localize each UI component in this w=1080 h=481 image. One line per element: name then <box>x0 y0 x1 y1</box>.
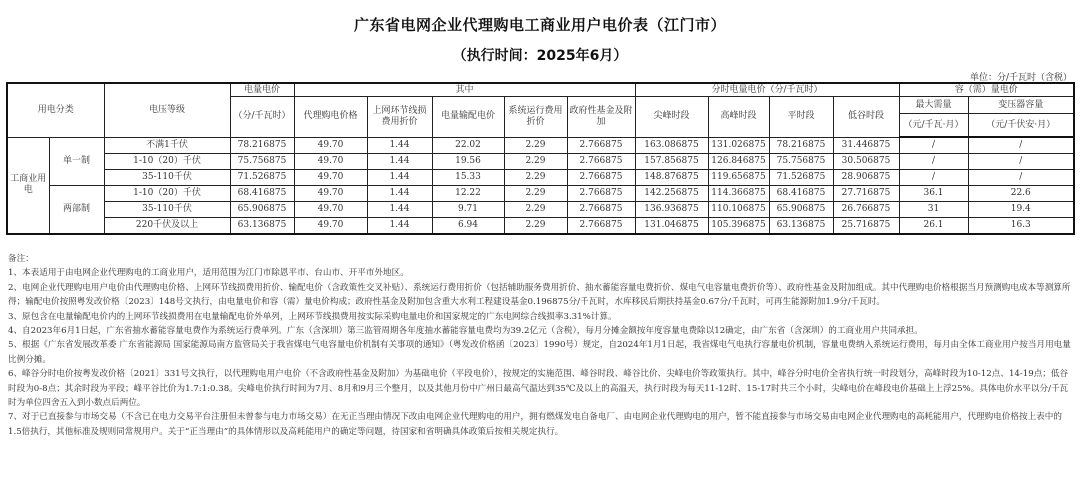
agency-price-cell: 49.70 <box>294 170 367 186</box>
agency-price-cell: 49.70 <box>294 218 367 235</box>
transmission-cell: 6.94 <box>432 218 504 235</box>
flat-cell: 63.136875 <box>769 218 833 235</box>
valley-cell: 27.716875 <box>833 186 899 202</box>
transformer-cell: / <box>968 170 1074 186</box>
header-max-demand-unit: （元/千瓦·月） <box>899 114 968 138</box>
energy-price-cell: 78.216875 <box>230 137 294 154</box>
max-demand-cell: 36.1 <box>899 186 968 202</box>
table-row <box>7 170 1074 186</box>
grid-loss-cell: 1.44 <box>367 170 432 186</box>
valley-cell: 25.716875 <box>833 218 899 235</box>
sharp-peak-cell: 157.856875 <box>635 154 708 170</box>
energy-price-cell: 68.416875 <box>230 186 294 202</box>
transmission-cell: 9.71 <box>432 202 504 218</box>
header-gov-fund: 政府性基金及附加 <box>567 97 635 138</box>
table-row <box>7 154 1074 170</box>
group-label: 单一制 <box>49 137 104 186</box>
header-transmission: 电量输配电价 <box>432 97 504 138</box>
energy-price-cell: 75.756875 <box>230 154 294 170</box>
gov-fund-cell: 2.766875 <box>567 137 635 154</box>
header-transformer: 变压器容量 <box>968 97 1074 114</box>
sharp-peak-cell: 148.876875 <box>635 170 708 186</box>
grid-loss-cell: 1.44 <box>367 202 432 218</box>
note-item: 4、自2023年6月1日起，广东省抽水蓄能容量电费作为系统运行费单列。广东（含深圳）第三监管周期各年度抽水蓄能容量电费均为39.2亿元（含税），每月分摊金额按年度容量电费除以12确定，由广东省（含深圳）的工商业用户共同承担。 <box>8 326 923 337</box>
transmission-cell: 15.33 <box>432 170 504 186</box>
transformer-cell: 16.3 <box>968 218 1074 235</box>
sharp-peak-cell: 131.046875 <box>635 218 708 235</box>
peak-cell: 105.396875 <box>708 218 769 235</box>
gov-fund-cell: 2.766875 <box>567 154 635 170</box>
table-row <box>7 186 1074 202</box>
max-demand-cell: 26.1 <box>899 218 968 235</box>
flat-cell: 71.526875 <box>769 170 833 186</box>
agency-price-cell: 49.70 <box>294 137 367 154</box>
agency-price-cell: 49.70 <box>294 202 367 218</box>
header-category: 用电分类 <box>7 83 104 137</box>
header-agency-price: 代理购电价格 <box>294 97 367 138</box>
sharp-peak-cell: 142.256875 <box>635 186 708 202</box>
note-item: 3、原包含在电量输配电价内的上网环节线损费用在电量输配电价外单列，上网环节线损费用按实际采购电量电价和国家规定的广东电网综合线损率3.31%计算。 <box>8 311 617 322</box>
max-demand-cell: / <box>899 170 968 186</box>
header-energy-price-unit: （分/千瓦时） <box>230 97 294 138</box>
transformer-cell: 22.6 <box>968 186 1074 202</box>
transformer-cell: / <box>968 137 1074 154</box>
header-voltage: 电压等级 <box>104 83 230 137</box>
gov-fund-cell: 2.766875 <box>567 170 635 186</box>
group-label: 两部制 <box>49 186 104 235</box>
peak-cell: 119.656875 <box>708 170 769 186</box>
header-capacity-group: 容（需）量电价 <box>899 83 1074 97</box>
energy-price-cell: 65.906875 <box>230 202 294 218</box>
energy-price-cell: 63.136875 <box>230 218 294 235</box>
note-item: 7、对于已直接参与市场交易（不含已在电力交易平台注册但未曾参与电力市场交易）在无正当理由情况下改由电网企业代理购电的用户，拥有燃煤发电自备电厂、由电网企业代理购电的用户，暂不能直接参与市场交易由电网企业代理购电的高耗能用户，代理购电价格按上表中的1.5倍执行，其他标准及规则同常规用户。关于“正当理由”的具体情形以及高耗能用户的确定等问题，待国家和省明确具体政策后按相关规定执行。 <box>8 412 1062 437</box>
max-demand-cell: / <box>899 137 968 154</box>
header-sharp-peak: 尖峰时段 <box>635 97 708 138</box>
system-cost-cell: 2.29 <box>504 202 567 218</box>
table-row <box>7 218 1074 235</box>
transmission-cell: 12.22 <box>432 186 504 202</box>
sharp-peak-cell: 163.086875 <box>635 137 708 154</box>
category-cell: 工商业用电 <box>7 137 49 234</box>
system-cost-cell: 2.29 <box>504 186 567 202</box>
header-transformer-unit: （元/千伏安·月） <box>968 114 1074 138</box>
grid-loss-cell: 1.44 <box>367 186 432 202</box>
voltage-cell: 1-10（20）千伏 <box>104 186 230 202</box>
flat-cell: 65.906875 <box>769 202 833 218</box>
peak-cell: 131.026875 <box>708 137 769 154</box>
agency-price-cell: 49.70 <box>294 154 367 170</box>
sharp-peak-cell: 136.936875 <box>635 202 708 218</box>
energy-price-cell: 71.526875 <box>230 170 294 186</box>
flat-cell: 75.756875 <box>769 154 833 170</box>
voltage-cell: 1-10（20）千伏 <box>104 154 230 170</box>
max-demand-cell: 31 <box>899 202 968 218</box>
peak-cell: 126.846875 <box>708 154 769 170</box>
header-grid-loss: 上网环节线损费用折价 <box>367 97 432 138</box>
grid-loss-cell: 1.44 <box>367 218 432 235</box>
header-peak: 高峰时段 <box>708 97 769 138</box>
system-cost-cell: 2.29 <box>504 170 567 186</box>
system-cost-cell: 2.29 <box>504 137 567 154</box>
effective-date: （执行时间：2025年6月） <box>452 48 628 64</box>
voltage-cell: 35-110千伏 <box>104 170 230 186</box>
grid-loss-cell: 1.44 <box>367 154 432 170</box>
valley-cell: 30.506875 <box>833 154 899 170</box>
flat-cell: 78.216875 <box>769 137 833 154</box>
unit-label: 单位：分/千瓦时（含税） <box>969 73 1072 83</box>
note-item: 5、根据《广东省发展改革委 广东省能源局 国家能源局南方监管局关于我省煤电气电容量电价机制有关事项的通知》（粤发改价格函〔2023〕1990号）规定，自2024年1月1日起，我省煤电气电执行容量电价机制，容量电费纳入系统运行费用，每月由全体工商业用户按当月用电量比例分摊。 <box>8 340 1071 365</box>
transmission-cell: 22.02 <box>432 137 504 154</box>
grid-loss-cell: 1.44 <box>367 137 432 154</box>
gov-fund-cell: 2.766875 <box>567 186 635 202</box>
voltage-cell: 220千伏及以上 <box>104 218 230 235</box>
valley-cell: 26.766875 <box>833 202 899 218</box>
voltage-cell: 35-110千伏 <box>104 202 230 218</box>
header-max-demand: 最大需量 <box>899 97 968 114</box>
max-demand-cell: / <box>899 154 968 170</box>
voltage-cell: 不满1千伏 <box>104 137 230 154</box>
flat-cell: 68.416875 <box>769 186 833 202</box>
header-valley: 低谷时段 <box>833 97 899 138</box>
table-row <box>7 202 1074 218</box>
header-system-cost: 系统运行费用折价 <box>504 97 567 138</box>
table-row <box>7 137 1074 154</box>
system-cost-cell: 2.29 <box>504 154 567 170</box>
header-energy-price: 电量电价 <box>230 83 294 97</box>
valley-cell: 28.906875 <box>833 170 899 186</box>
transmission-cell: 19.56 <box>432 154 504 170</box>
header-flat: 平时段 <box>769 97 833 138</box>
transformer-cell: 19.4 <box>968 202 1074 218</box>
notes-heading: 备注： <box>8 254 34 264</box>
agency-price-cell: 49.70 <box>294 186 367 202</box>
valley-cell: 31.446875 <box>833 137 899 154</box>
note-item: 2、电网企业代理购电用户电价由代理购电价格、上网环节线损费用折价、输配电价（含政策性交叉补贴）、系统运行费用折价（包括辅助服务费用折价、抽水蓄能容量电费折价、煤电气电容量电费折价等）、政府性基金及附加组成。其中代理购电价格根据当月预测购电成本等测算所得；输配电价按照粤发改价格〔2023〕148号文执行，由电量电价和容（需）量电价构成；政府性基金及附加包含重大水利工程建设基金0.196875分/千瓦时，水库移民后期扶持基金0.67分/千瓦时，可再生能源附加1.9分/千瓦时。 <box>8 282 1071 308</box>
peak-cell: 114.366875 <box>708 186 769 202</box>
transformer-cell: / <box>968 154 1074 170</box>
header-of-which: 其中 <box>294 83 635 97</box>
page-title: 广东省电网企业代理购电工商业用户电价表（江门市） <box>353 16 726 34</box>
note-item: 1、本表适用于由电网企业代理购电的工商业用户，适用范围为江门市除恩平市、台山市、开平市外地区。 <box>8 268 409 279</box>
note-item: 6、峰谷分时电价按粤发改价格〔2021〕331号文执行，以代理购电用户电价（不含政府性基金及附加）为基础电价（平段电价），按规定的实施范围、峰谷时段、峰谷比价、尖峰电价等政策执行。其中，峰谷分时电价全省执行统一时段划分，高峰时段为10-12点、14-19点；低谷时段为0-8点；其余时段为平段；峰平谷比价为1.7:1:0.38。尖峰电价执行时间为7月、8月和9月三个整月，以及其他月份中广州日最高气温达到35℃及以上的高温天，执行时段为每天11-12时、15-17时共三个小时，尖峰电价在峰段电价基础上上浮25%。具体电价水平以分/千瓦时为单位四舍五入到小数点后两位。 <box>8 369 1069 409</box>
peak-cell: 110.106875 <box>708 202 769 218</box>
price-table <box>6 82 1075 235</box>
gov-fund-cell: 2.766875 <box>567 218 635 235</box>
system-cost-cell: 2.29 <box>504 218 567 235</box>
notes-section <box>8 252 1074 439</box>
header-tou-group: 分时电量电价（分/千瓦时） <box>635 83 899 97</box>
gov-fund-cell: 2.766875 <box>567 202 635 218</box>
